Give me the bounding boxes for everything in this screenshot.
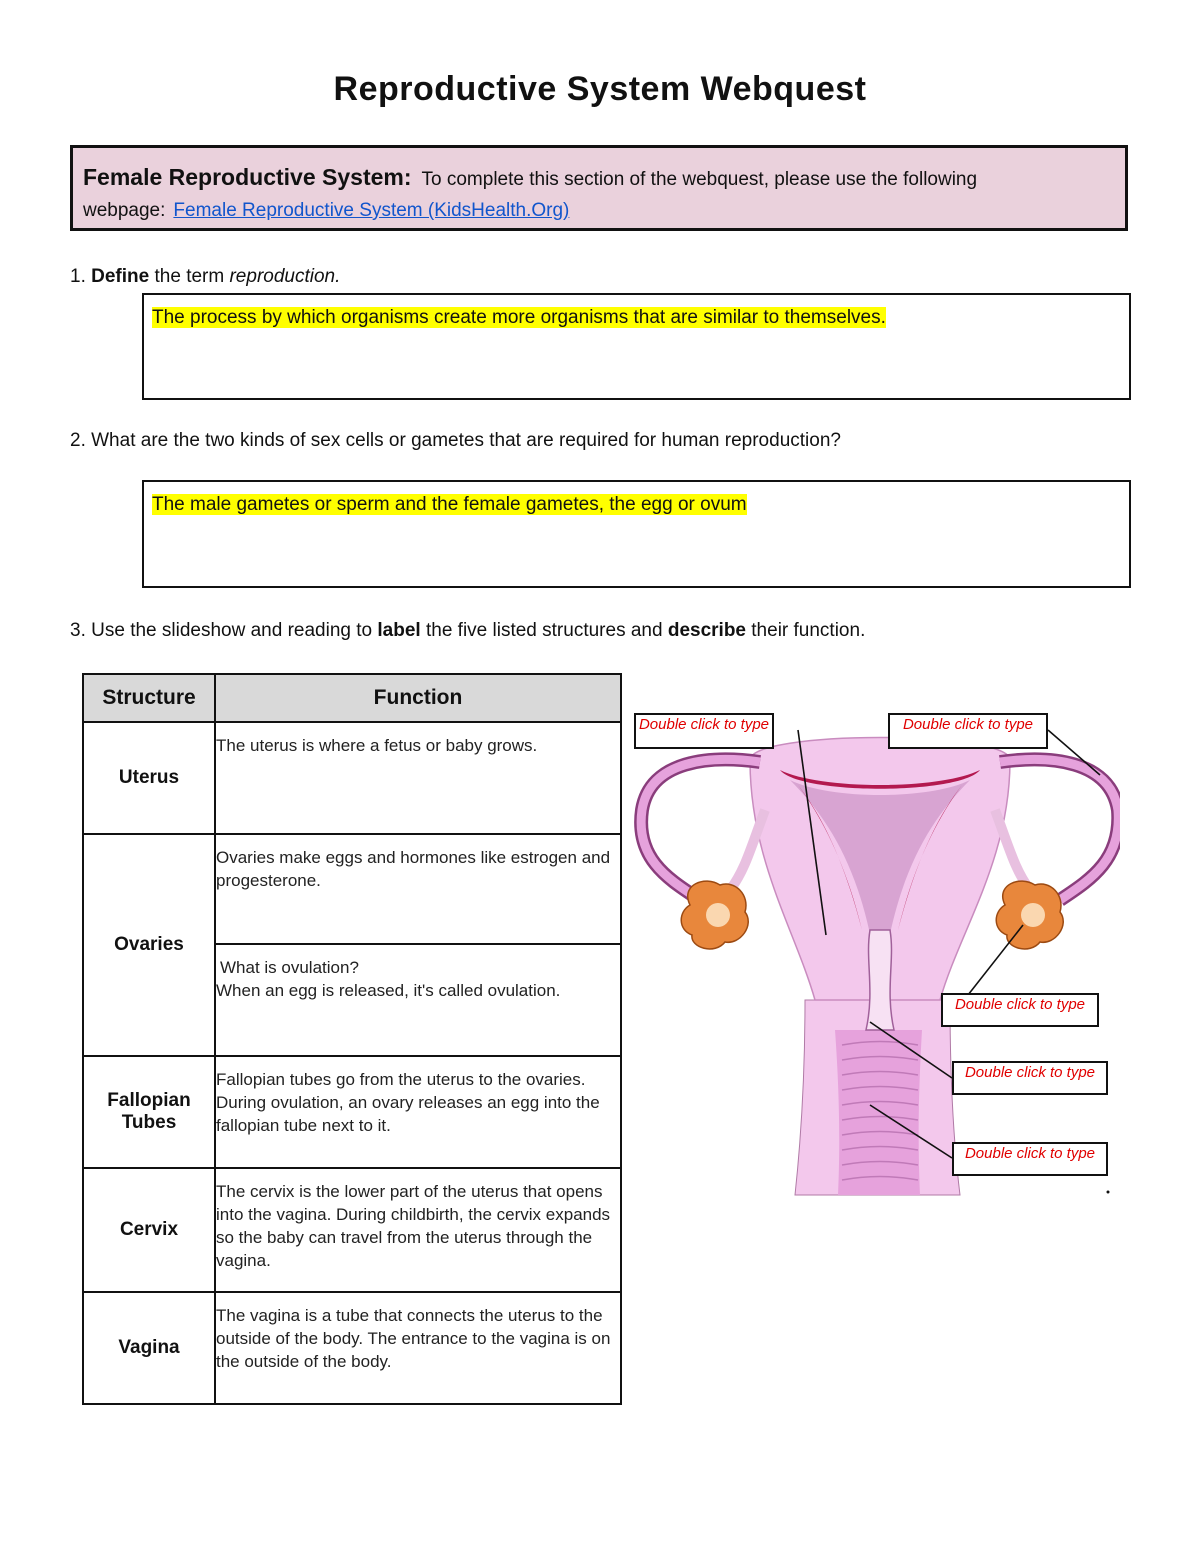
structure-vagina: Vagina: [83, 1292, 215, 1404]
q3-number: 3.: [70, 620, 86, 641]
q1-answer: The process by which organisms create more organisms that are similar to themselves.: [152, 307, 886, 328]
q1-define: Define: [91, 266, 150, 287]
label-box-ovary[interactable]: Double click to type: [941, 993, 1099, 1027]
question-3: [70, 620, 865, 642]
structure-cervix: Cervix: [83, 1168, 215, 1292]
ovulation-question: What is ovulation?: [220, 958, 359, 977]
fallopian-line1: Fallopian: [107, 1090, 191, 1111]
kidshealth-link[interactable]: Female Reproductive System (KidsHealth.Org): [173, 200, 570, 221]
q1-term: reproduction.: [229, 266, 341, 287]
structure-uterus: Uterus: [83, 722, 215, 834]
q3-describe: describe: [667, 620, 746, 641]
structure-ovaries: Ovaries: [83, 834, 215, 1056]
label-box-fallopian-tube[interactable]: Double click to type: [888, 713, 1048, 749]
q2-answer: The male gametes or sperm and the female gametes, the egg or ovum: [152, 494, 747, 515]
table-row: [83, 1168, 621, 1292]
header-structure: Structure: [83, 674, 215, 722]
q2-answer-box[interactable]: [142, 480, 1131, 588]
table-row: [83, 1056, 621, 1168]
function-ovaries[interactable]: Ovaries make eggs and hormones like estrogen and progesterone.: [215, 834, 621, 944]
intro-heading: Female Reproductive System:: [83, 164, 412, 190]
q3-part2: the five listed structures and: [425, 620, 663, 641]
fallopian-line2: Tubes: [121, 1112, 177, 1133]
label-box-cervix[interactable]: Double click to type: [952, 1061, 1108, 1095]
header-function: Function: [215, 674, 621, 722]
intro-text: To complete this section of the webquest, please use the following webpage:: [83, 169, 978, 221]
table-row: [83, 1292, 621, 1404]
table-row: [83, 722, 621, 834]
question-1: [70, 266, 340, 288]
function-uterus[interactable]: The uterus is where a fetus or baby grows.: [215, 722, 621, 834]
uterus-diagram: [630, 700, 1120, 1200]
function-fallopian-tubes[interactable]: Fallopian tubes go from the uterus to the ovaries. During ovulation, an ovary releases an egg into the fallopian tube next to it.: [215, 1056, 621, 1168]
label-box-vagina[interactable]: Double click to type: [952, 1142, 1108, 1176]
uterus-illustration: [630, 700, 1120, 1200]
table-row: [83, 834, 621, 944]
q1-answer-box[interactable]: [142, 293, 1131, 400]
question-2: 2. What are the two kinds of sex cells or gametes that are required for human reproduction?: [70, 430, 841, 451]
q3-part3: their function.: [751, 620, 866, 641]
q3-part1: Use the slideshow and reading to: [91, 620, 373, 641]
label-box-uterus[interactable]: Double click to type: [634, 713, 774, 749]
structures-table: [82, 673, 622, 1405]
intro-box: [70, 145, 1128, 231]
q1-number: 1.: [70, 266, 86, 287]
function-cervix[interactable]: The cervix is the lower part of the uterus that opens into the vagina. During childbirth, the cervix expands so the baby can travel from the uterus through the vagina.: [215, 1168, 621, 1292]
function-vagina[interactable]: The vagina is a tube that connects the uterus to the outside of the body. The entrance to the vagina is on the outside of the body.: [215, 1292, 621, 1404]
ovulation-answer: When an egg is released, it's called ovulation.: [216, 981, 561, 1000]
ovulation-cell[interactable]: [215, 944, 621, 1056]
q3-label: label: [377, 620, 421, 641]
page-title: Reproductive System Webquest: [333, 70, 867, 108]
structure-fallopian-tubes: [83, 1056, 215, 1168]
q1-middle: the term: [154, 266, 225, 287]
